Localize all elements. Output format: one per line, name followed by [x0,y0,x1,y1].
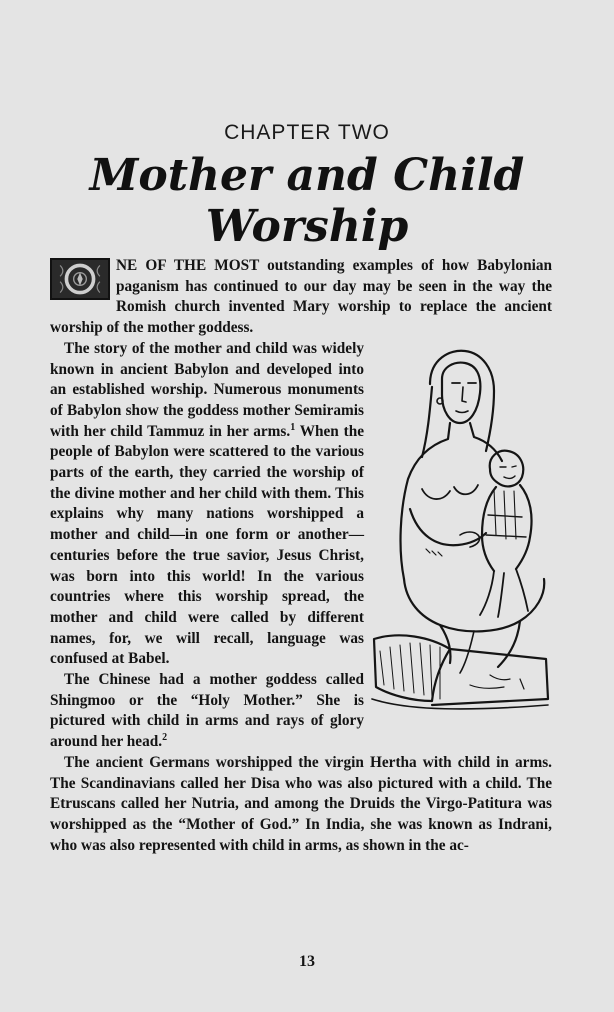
mother-child-statue-illustration [370,339,552,719]
paragraph-1 [50,256,552,339]
paragraph-4 [50,753,552,857]
paragraph-2-text-a: The story of the mother and child was widely known in ancient Babylon and developed into an established worship. Numerous monuments of Babylon show the goddess mother Semiramis with her child Tammuz in her arms. [50,339,364,440]
paragraph-1-text: NE OF THE MOST outstanding examples of how Babylonian paganism has continued to our day may be seen in the way the Romish church invented Mary worship to replace the ancient worship of the mother goddess. [50,257,552,337]
body-text [50,256,552,856]
paragraph-3-text: The Chinese had a mother goddess called Shingmoo or the “Holy Mother.” She is pictured with child in arms and rays of glory around her head. [50,671,364,751]
paragraph-2-text-b: When the people of Babylon were scattered to the various parts of the earth, they carried the worship of the divine mother and her child with them. This explains why many nations worshipped a mother and child—in one form or another—centuries before the true savior, Jesus Christ, was born into this world! In the various countries where this worship spread, the mother and child were called by different names, for, we will recall, language was confused at Babel. [50,422,364,668]
paragraph-4-text: The ancient Germans worshipped the virgin Hertha with child in arms. The Scandinavians called her Disa who was also pictured with a child. The Etruscans called her Nutria, and among the Druids the Virgo-Patitura was worshipped as the “Mother of God.” In India, she was known as Indrani, who was also represented with child in arms, as shown in the ac- [50,753,552,854]
footnote-1: 1 [290,421,296,433]
ornamental-drop-cap-icon [50,258,110,300]
page-number: 13 [299,953,315,970]
chapter-title: Mother and Child Worship [89,150,525,252]
footnote-2: 2 [162,732,168,744]
paragraph-2 [50,339,552,670]
chapter-label: CHAPTER TWO [224,121,390,144]
